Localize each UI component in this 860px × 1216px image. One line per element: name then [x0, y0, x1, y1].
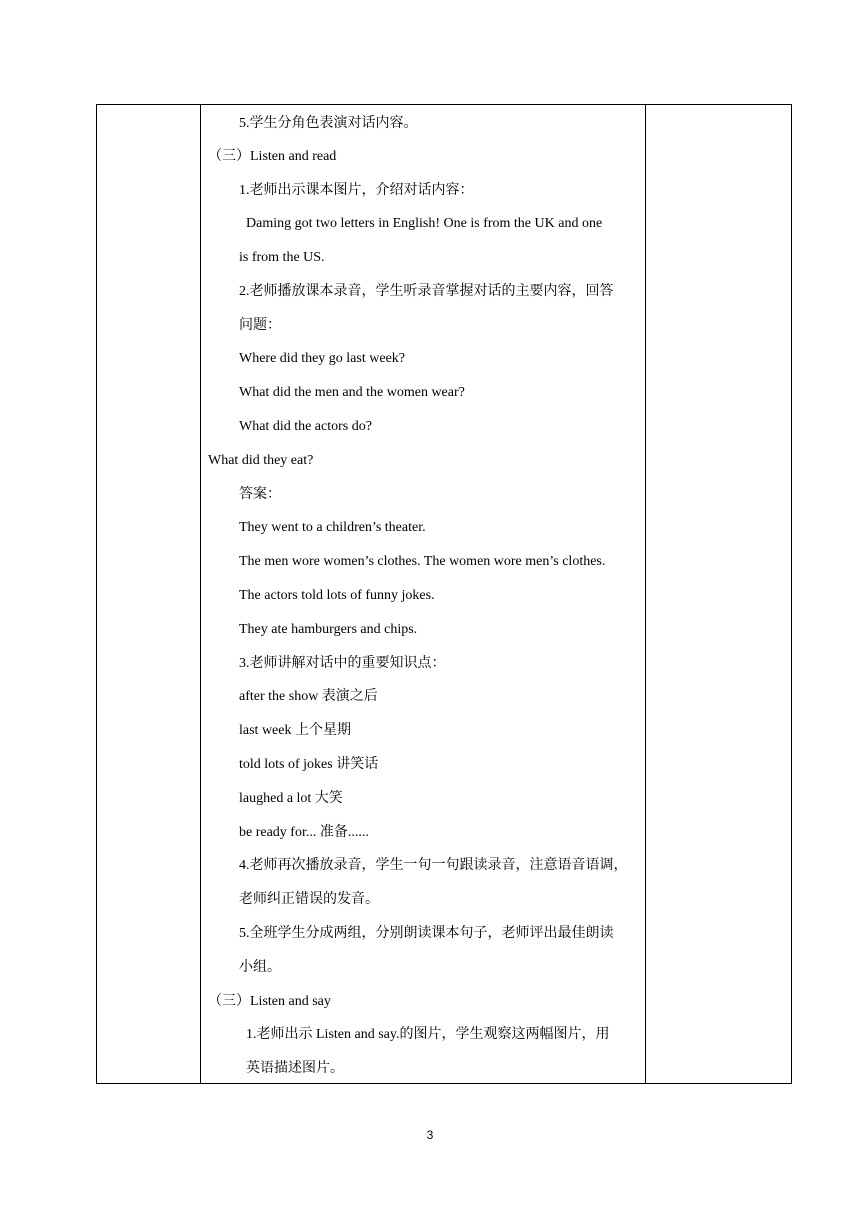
vocab-line: be ready for... 准备...... [239, 825, 369, 840]
text-line: 3.老师讲解对话中的重要知识点： [239, 656, 446, 671]
question-line: What did the men and the women wear? [239, 385, 465, 400]
section-heading: （三）Listen and say [208, 994, 331, 1009]
text-line: 2.老师播放课本录音，学生听录音掌握对话的主要内容，回答 [239, 284, 614, 299]
answer-line: The men wore women’s clothes. The women wore men’s clothes. [239, 554, 606, 569]
text-line: 1.老师出示 Listen and say.的图片，学生观察这两幅图片，用 [246, 1027, 610, 1042]
text-line: 4.老师再次播放录音，学生一句一句跟读录音，注意语音语调， [239, 858, 628, 873]
question-line: Where did they go last week? [239, 351, 405, 366]
question-line: What did they eat? [208, 453, 314, 468]
text-line: is from the US. [239, 250, 325, 265]
vocab-line: after the show 表演之后 [239, 689, 378, 704]
text-line: 5.全班学生分成两组，分别朗读课本句子，老师评出最佳朗读 [239, 926, 614, 941]
table-column-divider-left [200, 105, 201, 1083]
answer-line: They went to a children’s theater. [239, 520, 426, 535]
answer-line: The actors told lots of funny jokes. [239, 588, 435, 603]
section-heading: （三）Listen and read [208, 149, 337, 164]
text-line: 问题： [239, 318, 281, 333]
text-line: 英语描述图片。 [246, 1061, 344, 1076]
text-line: 老师纠正错误的发音。 [239, 892, 379, 907]
vocab-line: last week 上个星期 [239, 723, 351, 738]
text-line: 答案： [239, 487, 281, 502]
text-line: 1.老师出示课本图片，介绍对话内容： [239, 183, 474, 198]
text-line: Daming got two letters in English! One is from the UK and one [246, 216, 603, 231]
vocab-line: laughed a lot 大笑 [239, 791, 343, 806]
text-line: 5.学生分角色表演对话内容。 [239, 116, 418, 131]
answer-line: They ate hamburgers and chips. [239, 622, 418, 637]
vocab-line: told lots of jokes 讲笑话 [239, 757, 379, 772]
text-line: 小组。 [239, 960, 281, 975]
question-line: What did the actors do? [239, 419, 372, 434]
page-number: 3 [426, 1128, 434, 1142]
table-column-divider-right [645, 105, 646, 1083]
